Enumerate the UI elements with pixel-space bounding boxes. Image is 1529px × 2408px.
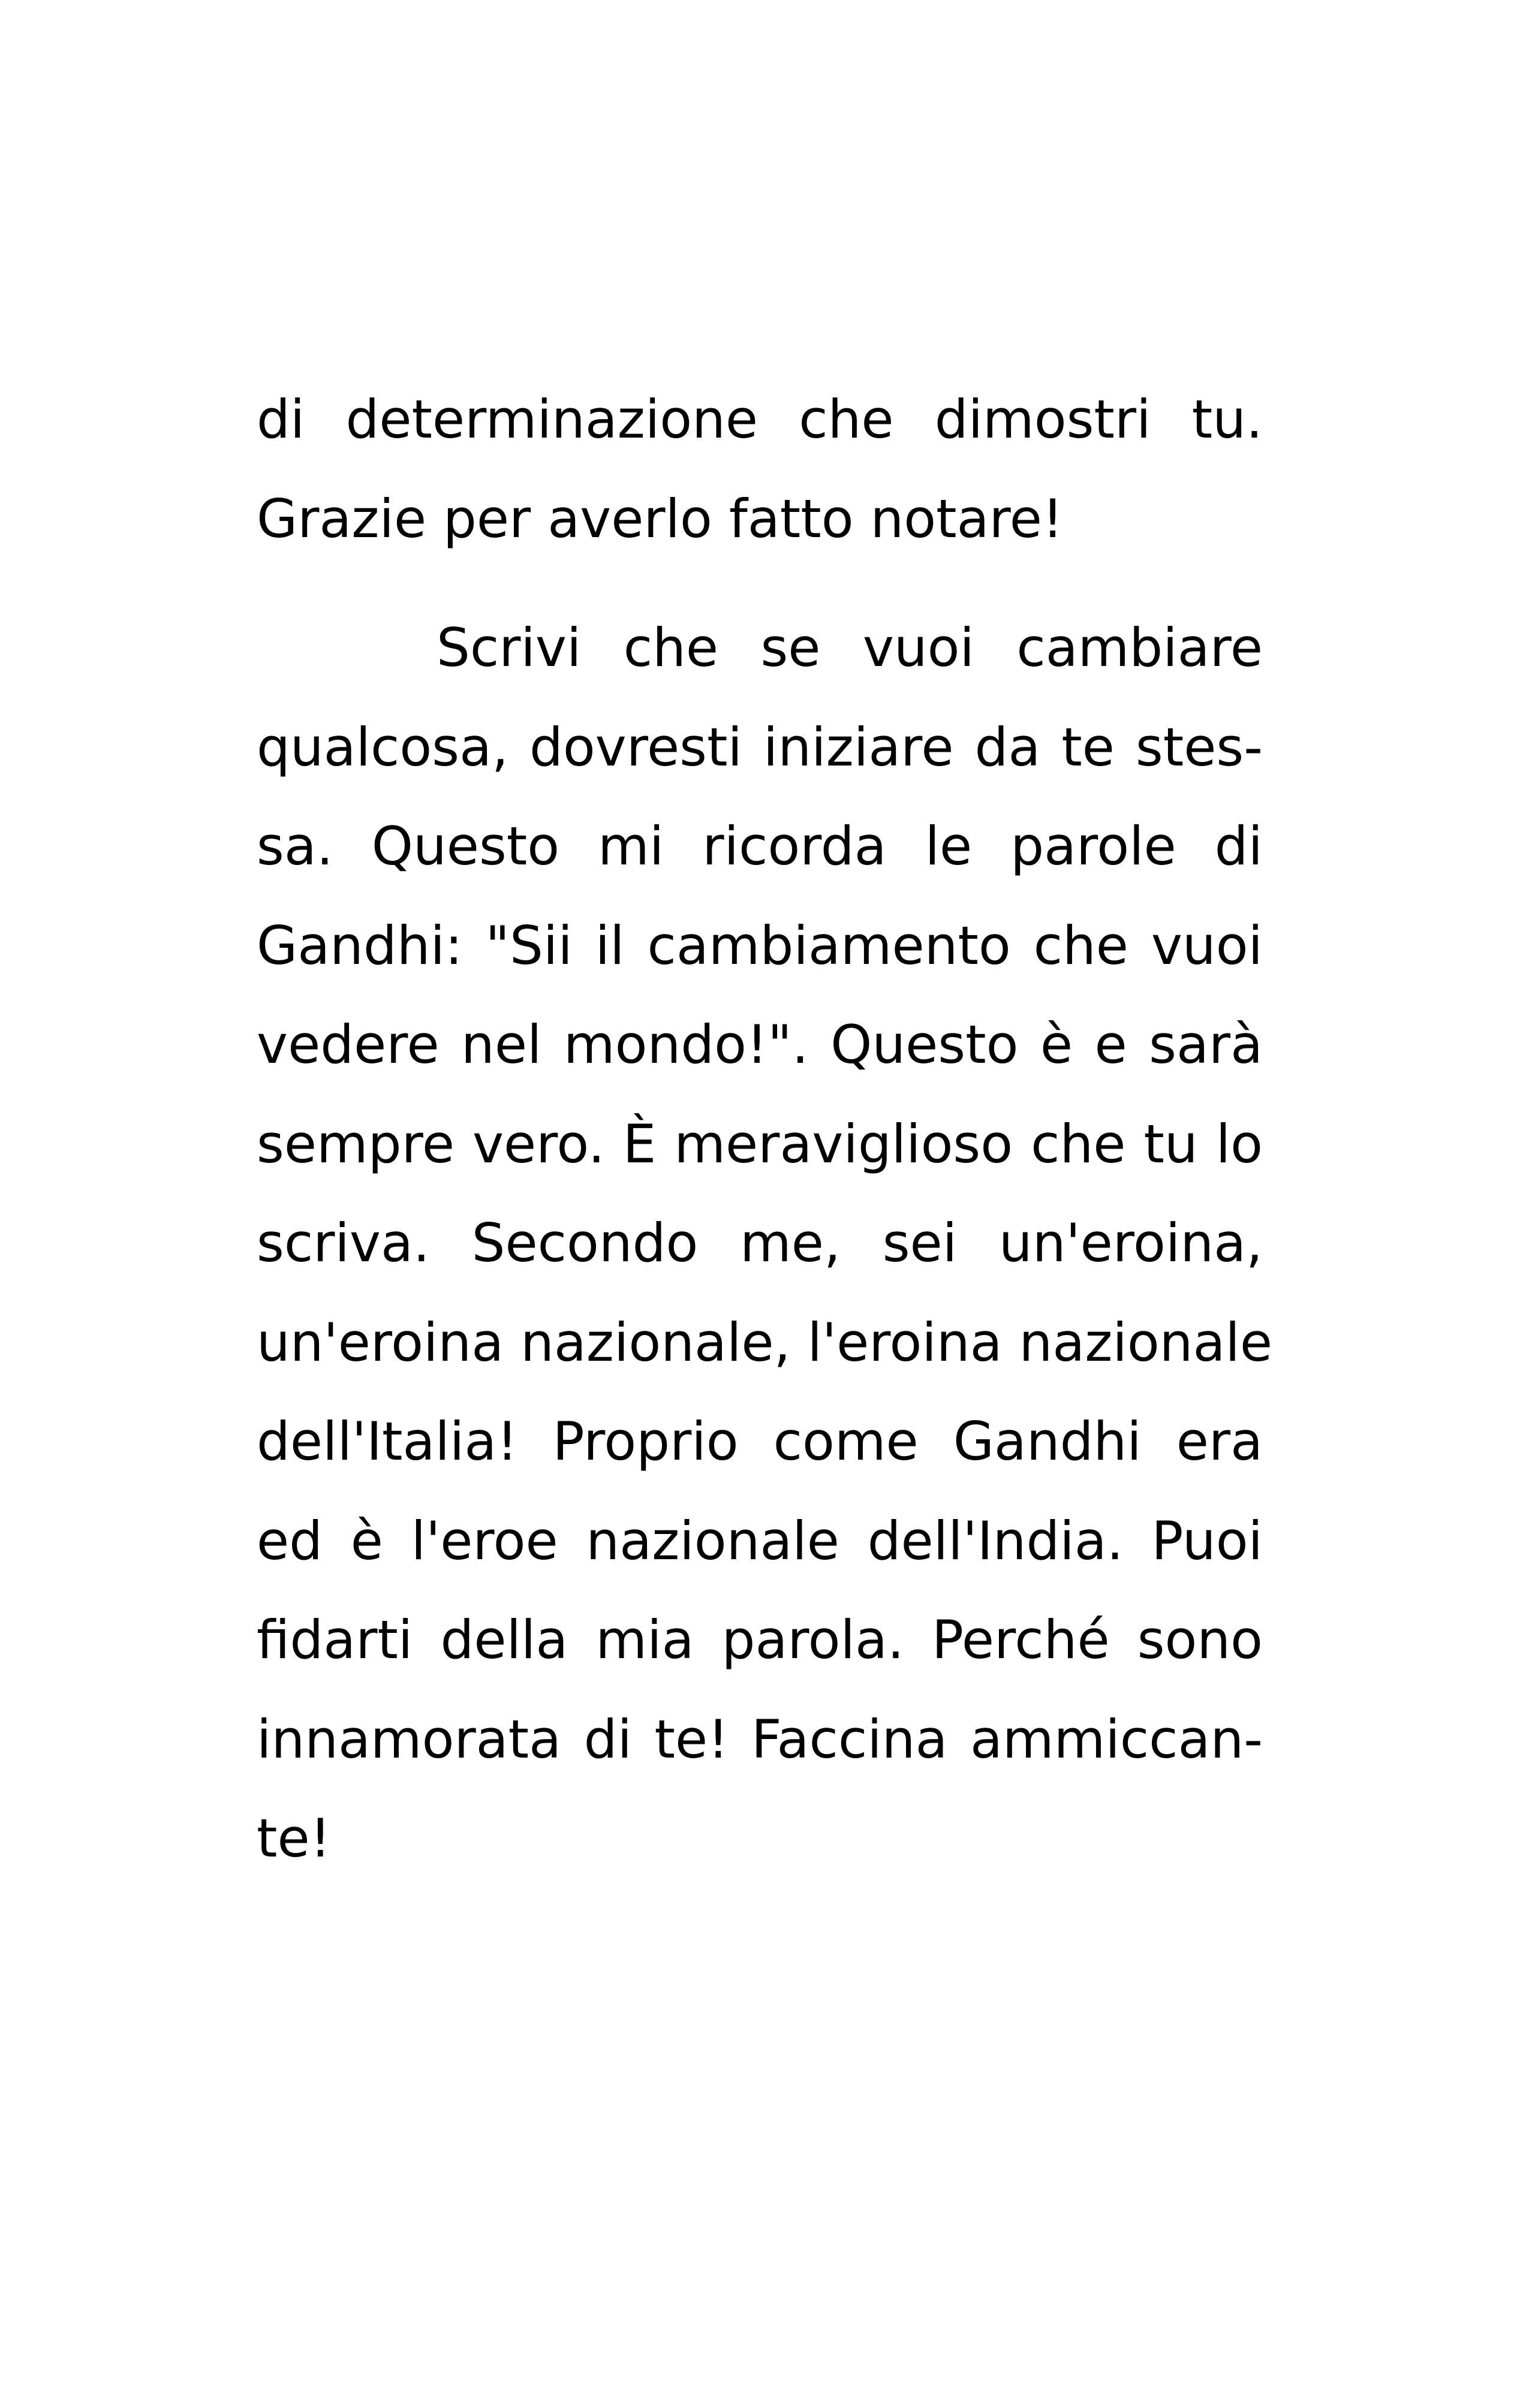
text-line: dell'Italia! Proprio come Gandhi era bbox=[257, 1411, 1263, 1472]
text-line: Gandhi: "Sii il cambiamento che vuoi bbox=[257, 915, 1263, 977]
text-line: Scrivi che se vuoi cambiare bbox=[437, 617, 1263, 679]
text-line: te! bbox=[257, 1807, 331, 1869]
text-line: un'eroina nazionale, l'eroina nazionale bbox=[257, 1312, 1272, 1373]
text-line: di determinazione che dimostri tu. bbox=[257, 388, 1263, 450]
text-line: innamorata di te! Faccina ammiccan- bbox=[257, 1708, 1263, 1770]
text-line: Grazie per averlo fatto notare! bbox=[257, 488, 1064, 550]
text-line: qualcosa, dovresti iniziare da te stes- bbox=[257, 716, 1263, 778]
text-line: ed è l'eroe nazionale dell'India. Puoi bbox=[257, 1510, 1263, 1572]
text-line: vedere nel mondo!". Questo è e sarà bbox=[257, 1014, 1263, 1075]
text-line: scriva. Secondo me, sei un'eroina, bbox=[257, 1212, 1263, 1274]
text-line: sempre vero. È meraviglioso che tu lo bbox=[257, 1113, 1263, 1175]
text-line: sa. Questo mi ricorda le parole di bbox=[257, 815, 1263, 877]
text-line: fidarti della mia parola. Perché sono bbox=[257, 1609, 1263, 1671]
